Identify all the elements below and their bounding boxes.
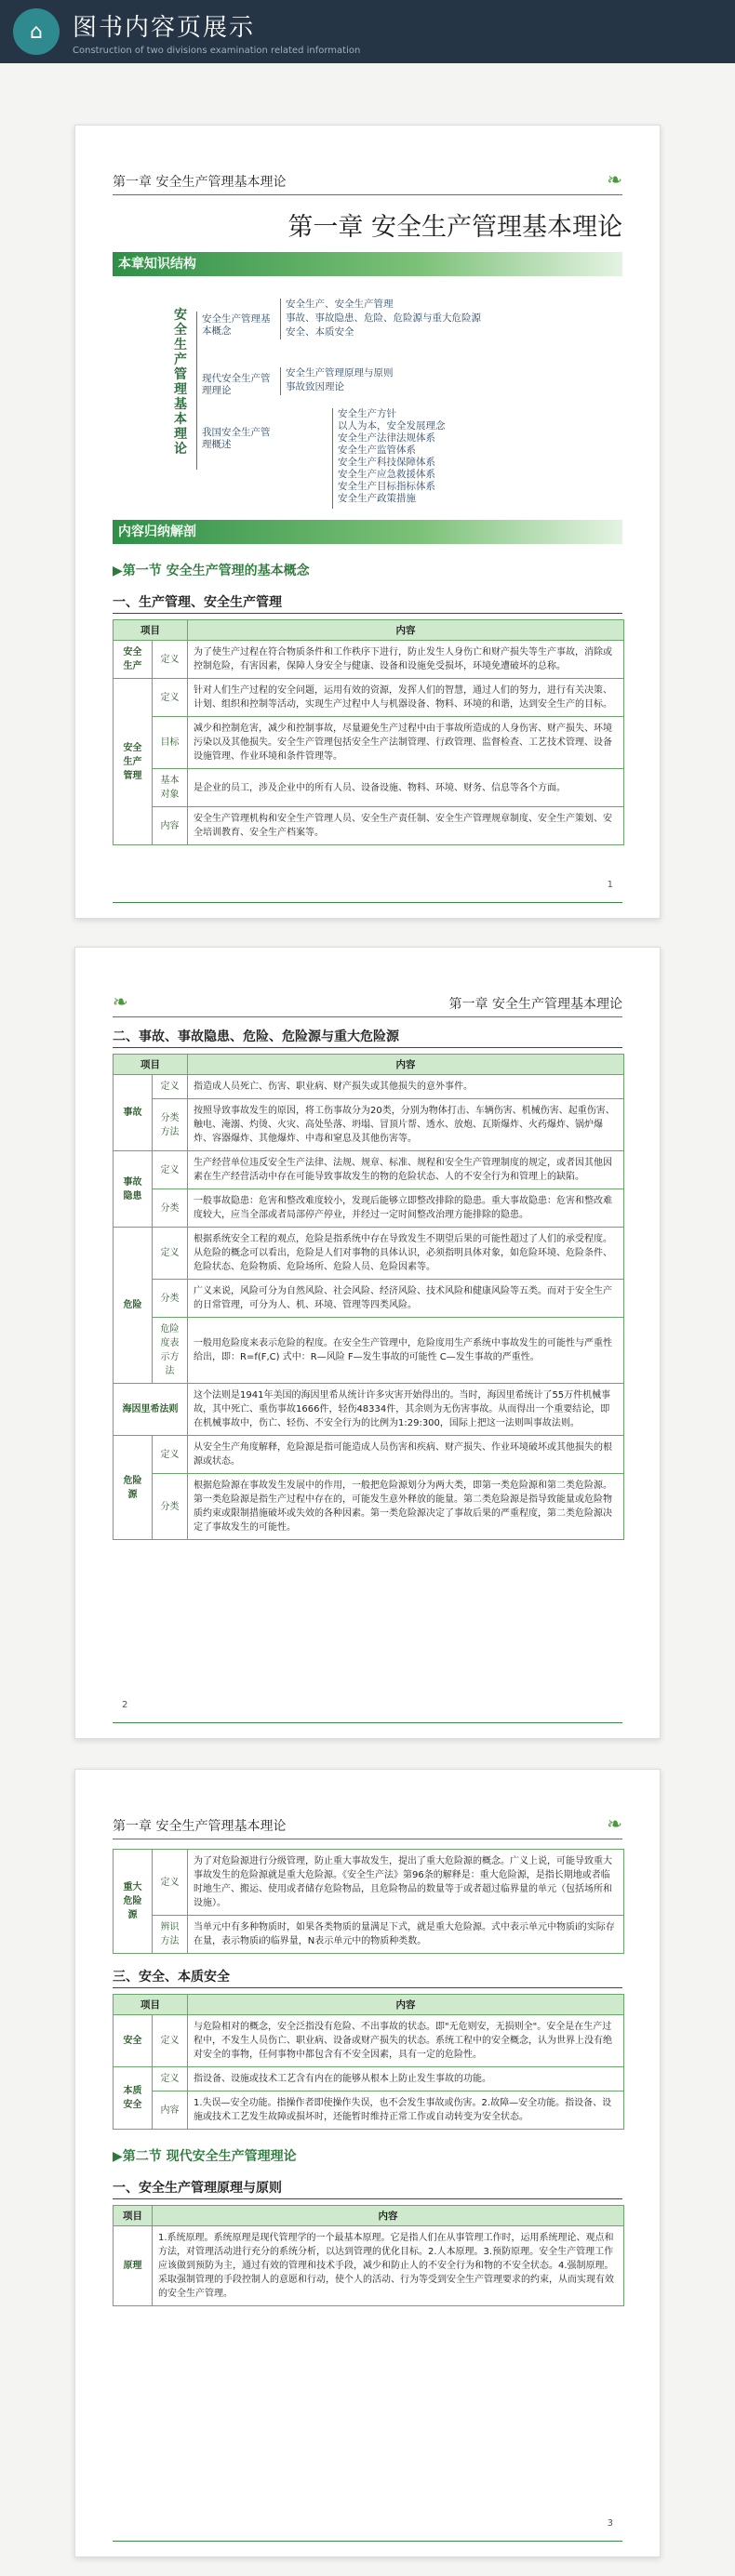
mind-node: 安全、本质安全 [286, 326, 354, 338]
cell: 这个法则是1941年美国的海因里希从统计许多灾害开始得出的。当时，海因里希统计了55万件机械事故，其中死亡、重伤事故1666件，轻伤48334件，其余则为无伤害事故。从而得出一个重要结论，即在机械事故中，伤亡、轻伤、不安全行为的比例为1:29:300，国际上把这一法则叫事故法则。 [188, 1384, 624, 1436]
cell: 定义 [153, 2067, 188, 2091]
content-table [113, 619, 624, 845]
cell: 定义 [153, 1850, 188, 1916]
mind-map [113, 287, 622, 511]
chapter-title: 第一章 安全生产管理基本理论 [287, 213, 622, 242]
cell: 安全 [114, 2015, 153, 2067]
subsection-heading: 二、事故、事故隐患、危险、危险源与重大危险源 [113, 1027, 622, 1048]
running-head-text: 第一章 安全生产管理基本理论 [113, 1819, 287, 1834]
cell: 分类 [153, 1189, 188, 1228]
cell: 海因里希法则 [114, 1384, 188, 1436]
cell: 定义 [153, 1228, 188, 1280]
mind-node: 安全生产监管体系 [338, 445, 416, 456]
cell: 定义 [153, 1075, 188, 1099]
table-row [114, 1228, 624, 1280]
page-number: 1 [607, 880, 613, 890]
cell: 定义 [153, 1436, 188, 1474]
cell: 为了对危险源进行分级管理，防止重大事故发生，提出了重大危险源的概念。广义上说，可能导致重大事故发生的危险源就是重大危险源。《安全生产法》第96条的解释是：重大危险源，是指长期地或者临时地生产、搬运、使用或者储存危险物品，且危险物品的数量等于或者超过临界量的单元（包括场所和设施）。 [188, 1850, 624, 1916]
mind-node: 安全生产法律法规体系 [338, 432, 435, 444]
book-page-1 [74, 125, 661, 919]
cell: 根据系统安全工程的观点，危险是指系统中存在导致发生不期望后果的可能性超过了人们的承受程度。从危险的概念可以看出，危险是人们对事物的具体认识，必须指明具体对象，如危险环境、危险条件、危险状态、危险物质、危险场所、危险人员、危险因素等。 [188, 1228, 624, 1280]
cell: 危险度表示方法 [153, 1318, 188, 1384]
table-row [114, 717, 624, 769]
cell: 为了使生产过程在符合物质条件和工作秩序下进行，防止发生人身伤亡和财产损失等生产事故，消除或控制危险，有害因素，保障人身安全与健康、设备和设施免受损坏，环境免遭破坏的总称。 [188, 641, 624, 679]
mind-node: 现代安全生产管理理论 [202, 373, 271, 396]
cell: 基本对象 [153, 769, 188, 807]
leaf-icon: ❧ [607, 168, 622, 191]
cell: 危险源 [114, 1436, 153, 1540]
cell: 按照导致事故发生的原因，将工伤事故分为20类，分别为物体打击、车辆伤害、机械伤害、起重伤害、触电、淹溺、灼烫、火灾、高处坠落、坍塌、冒顶片帮、透水、放炮、瓦斯爆炸、火药爆炸、锅炉爆炸、容器爆炸、其他爆炸、中毒和窒息及其他伤害等。 [188, 1099, 624, 1151]
th-item: 项目 [114, 1995, 188, 2015]
running-head [113, 1812, 622, 1839]
page-number: 3 [607, 2518, 613, 2529]
cell: 是企业的员工，涉及企业中的所有人员、设备设施、物料、环境、财务、信息等各个方面。 [188, 769, 624, 807]
top-banner [0, 0, 735, 63]
section-bar-content: 内容归纳解剖 [113, 520, 622, 544]
cell: 辨识方法 [153, 1916, 188, 1954]
mind-node: 安全生产方针 [338, 408, 396, 419]
cell: 一般用危险度来表示危险的程度。在安全生产管理中，危险度用生产系统中事故发生的可能性与严重性给出，即：R=f(F,C) 式中：R—风险 F—发生事故的可能性 C—发生事故的严重性。 [188, 1318, 624, 1384]
table-row [114, 1474, 624, 1540]
th-content: 内容 [188, 1995, 624, 2015]
content-table-top [113, 1849, 624, 1954]
mind-node: 安全生产、安全生产管理 [286, 299, 394, 310]
table-row [114, 2226, 624, 2306]
mind-node: 安全生产科技保障体系 [338, 457, 435, 468]
table-row [114, 2015, 624, 2067]
th-item: 项目 [114, 2206, 153, 2226]
cell: 指设备、设施或技术工艺含有内在的能够从根本上防止发生事故的功能。 [188, 2067, 624, 2091]
cell: 根据危险源在事故发生发展中的作用，一般把危险源划分为两大类，即第一类危险源和第二类危险源。第一类危险源是指生产过程中存在的，可能发生意外释放的能量。第二类危险源是指导致能量或危险物质约束或限制措施破坏或失效的各种因素。第一类危险源决定了事故后果的严重程度，第二类危险源决定了事故发生的可能性。 [188, 1474, 624, 1540]
cell: 安全生产管理 [114, 679, 153, 845]
book-page-3 [74, 1769, 661, 2557]
cell: 与危险相对的概念，安全泛指没有危险、不出事故的状态。即"无危则安，无损则全"。安全是在生产过程中，不发生人员伤亡、职业病、设备或财产损失的状态。系统工程中的安全概念，认为世界上没有绝对安全的事物，任何事物中都包含有不安全因素，具有一定的危险性。 [188, 2015, 624, 2067]
cell: 目标 [153, 717, 188, 769]
subsection-heading: 一、安全生产管理原理与原则 [113, 2178, 622, 2199]
mind-node: 安全生产目标指标体系 [338, 481, 435, 492]
running-head-text: 第一章 安全生产管理基本理论 [113, 175, 287, 190]
cell: 本质安全 [114, 2067, 153, 2130]
cell: 从安全生产角度解释，危险源是指可能造成人员伤害和疾病、财产损失、作业环境破坏或其他损失的根源或状态。 [188, 1436, 624, 1474]
cell: 指造成人员死亡、伤害、职业病、财产损失或其他损失的意外事件。 [188, 1075, 624, 1099]
cell: 减少和控制危害，减少和控制事故，尽量避免生产过程中由于事故所造成的人身伤害、财产损失、环境污染以及其他损失。安全生产管理包括安全生产法制管理、行政管理、监督检查、工艺技术管理、设备设施管理、作业环境和条件管理等。 [188, 717, 624, 769]
cell: 危险 [114, 1228, 153, 1384]
section-heading: ▶第一节 安全生产管理的基本概念 [113, 564, 310, 578]
content-table [113, 1994, 624, 2130]
cell: 1.失误—安全功能。指操作者即使操作失误，也不会发生事故或伤害。2.故障—安全功能。指设备、设施或技术工艺发生故障或损坏时，还能暂时维持正常工作或自动转变为安全状态。 [188, 2091, 624, 2130]
table-row [114, 641, 624, 679]
cell: 1.系统原理。系统原理是现代管理学的一个最基本原理。它是指人们在从事管理工作时，运用系统理论、观点和方法，对管理活动进行充分的系统分析，以达到管理的优化目标。2.人本原理。3.预防原理。安全生产管理工作应该做到预防为主，通过有效的管理和技术手段，减少和防止人的不安全行为和物的不安全状态。4.强制原理。采取强制管理的手段控制人的意愿和行动，使个人的活动、行为等受到安全生产管理要求的约束，从而实现有效的安全生产管理。 [153, 2226, 624, 2306]
cell: 生产经营单位违反安全生产法律、法规、规章、标准、规程和安全生产管理制度的规定，或者因其他因素在生产经营活动中存在可能导致事故发生的物的危险状态、人的不安全行为和管理上的缺陷。 [188, 1151, 624, 1189]
subsection-heading: 一、生产管理、安全生产管理 [113, 592, 622, 614]
table-row [114, 807, 624, 845]
table-row [114, 769, 624, 807]
mind-node: 安全生产应急救援体系 [338, 469, 435, 480]
content-table-2 [113, 2205, 624, 2306]
logo-icon: ⌂ [13, 8, 60, 55]
content-table [113, 1054, 624, 1540]
table-row [114, 1075, 624, 1099]
page-footer-rule [113, 1695, 622, 1723]
cell: 分类方法 [153, 1099, 188, 1151]
cell: 事故隐患 [114, 1151, 153, 1228]
cell: 广义来说，风险可分为自然风险、社会风险、经济风险、技术风险和健康风险等五类。而对于安全生产的日常管理，可分为人、机、环境、管理等四类风险。 [188, 1280, 624, 1318]
table-row [114, 1099, 624, 1151]
leaf-icon: ❧ [113, 990, 128, 1013]
mind-root: 安全生产管理基本理论 [174, 308, 187, 457]
mind-node: 安全生产管理基本概念 [202, 313, 271, 337]
table-row [114, 1151, 624, 1189]
running-head-text: 第一章 安全生产管理基本理论 [448, 997, 622, 1012]
cell: 定义 [153, 2015, 188, 2067]
banner-subtitle: Construction of two divisions examination related information [73, 45, 361, 56]
mind-node: 以人为本，安全发展理念 [338, 420, 446, 432]
leaf-icon: ❧ [607, 1812, 622, 1835]
cell: 分类 [153, 1280, 188, 1318]
book-page-2 [74, 947, 661, 1739]
table-row [114, 1850, 624, 1916]
running-head [113, 990, 622, 1017]
cell: 当单元中有多种物质时，如果各类物质的量满足下式，就是重大危险源。式中表示单元中物质i的实际存在量，表示物质i的临界量，N表示单元中的物质种类数。 [188, 1916, 624, 1954]
th-content: 内容 [153, 2206, 624, 2226]
table-row [114, 1189, 624, 1228]
cell: 定义 [153, 1151, 188, 1189]
table-row [114, 1436, 624, 1474]
th-item: 项目 [114, 1055, 188, 1075]
mind-node: 事故致因理论 [286, 381, 344, 392]
cell: 事故 [114, 1075, 153, 1151]
section-heading: ▶第二节 现代安全生产管理理论 [113, 2149, 297, 2164]
cell: 分类 [153, 1474, 188, 1540]
th-content: 内容 [188, 1055, 624, 1075]
cell: 安全生产管理机构和安全生产管理人员、安全生产责任制、安全生产管理规章制度、安全生产策划、安全培训教育、安全生产档案等。 [188, 807, 624, 845]
table-row [114, 1384, 624, 1436]
cell: 重大危险源 [114, 1850, 153, 1954]
th-content: 内容 [188, 620, 624, 641]
cell: 内容 [153, 807, 188, 845]
cell: 针对人们生产过程的安全问题，运用有效的资源，发挥人们的智慧，通过人们的努力，进行有关决策、计划、组织和控制等活动，实现生产过程中人与机器设备、物料、环境的和谐，达到安全生产的目标。 [188, 679, 624, 717]
running-head [113, 168, 622, 195]
mind-node: 事故、事故隐患、危险、危险源与重大危险源 [286, 312, 481, 324]
table-row [114, 1280, 624, 1318]
cell: 原理 [114, 2226, 153, 2306]
page-footer-rule [113, 2514, 622, 2542]
mind-node: 安全生产政策措施 [338, 493, 416, 504]
table-row [114, 1318, 624, 1384]
mind-node: 安全生产管理原理与原则 [286, 367, 394, 378]
cell: 内容 [153, 2091, 188, 2130]
cell: 一般事故隐患：危害和整改难度较小，发现后能够立即整改排除的隐患。重大事故隐患：危害和整改难度较大，应当全部或者局部停产停业，并经过一定时间整改治理方能排除的隐患。 [188, 1189, 624, 1228]
subsection-heading: 三、安全、本质安全 [113, 1967, 622, 1988]
table-row [114, 2067, 624, 2091]
banner-title: 图书内容页展示 [73, 13, 256, 42]
cell: 定义 [153, 641, 188, 679]
cell: 定义 [153, 679, 188, 717]
table-row [114, 1916, 624, 1954]
table-row [114, 679, 624, 717]
mind-node: 我国安全生产管理概述 [202, 427, 271, 450]
th-item: 项目 [114, 620, 188, 641]
cell: 安全生产 [114, 641, 153, 679]
table-row [114, 2091, 624, 2130]
page-number: 2 [122, 1700, 128, 1710]
page-footer-rule [113, 875, 622, 903]
section-bar-structure: 本章知识结构 [113, 252, 622, 276]
